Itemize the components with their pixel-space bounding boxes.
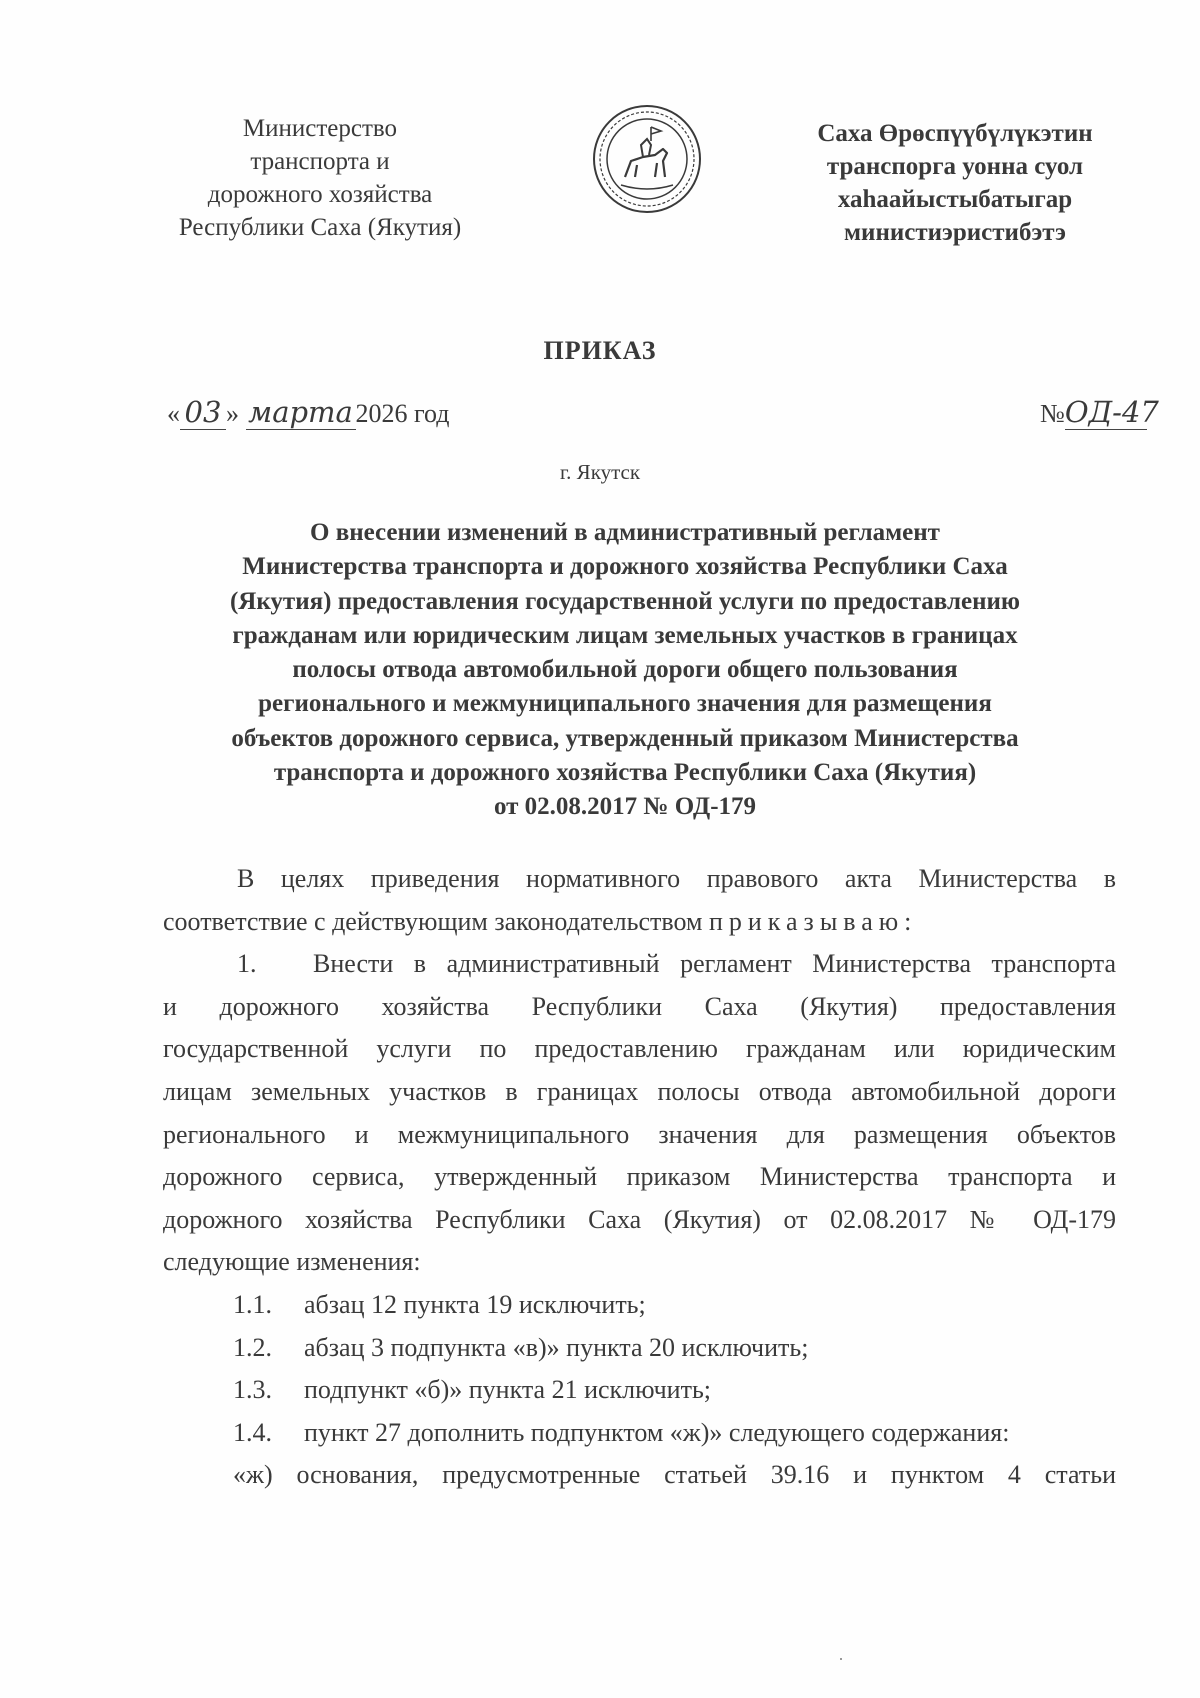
date-open-quote: « [167,399,180,428]
subject-line: О внесении изменений в административный регламент [310,519,940,546]
subitem [163,1369,1116,1412]
subitem-text: абзац 3 подпункта «в)» пункта 20 исключить; [304,1332,809,1362]
item-1-line [163,943,1116,986]
item-1-line: следующие изменения: [163,1247,421,1277]
item-number: 1. [237,949,257,979]
header-right-line: хаһаайыстыбатыгар [837,186,1073,213]
header-right-line: министиэристибэтэ [844,219,1066,246]
item-1-line: дорожного хозяйства Республики Саха (Якутия) от 02.08.2017 № ОД-179 [163,1204,1116,1234]
number-value: ОД-47 [1064,395,1159,429]
body-line: В целях приведения нормативного правового акта Министерства в [237,864,1116,893]
coat-of-arms-icon [591,103,703,215]
subject-line: от 02.08.2017 № ОД-179 [493,793,757,821]
header-left-line: дорожного хозяйства [207,181,433,208]
subitem [163,1412,1116,1455]
header-left-line: транспорта и [250,148,390,175]
header-left-line: Республики Саха (Якутия) [178,214,462,241]
subitem [163,1327,1116,1370]
item-1-line: регионального и межмуниципального значения для размещения объектов [163,1119,1116,1149]
subject-line: регионального и межмуниципального значения для размещения [258,690,992,718]
body-text: соответствие с действующим законодательством [163,906,703,936]
item-1-line: государственной услуги по предоставлению гражданам или юридическим [163,1034,1116,1064]
header-right-line: транспорга уонна суол [826,153,1084,180]
subitem [163,1284,1116,1327]
scan-speck [840,1658,842,1660]
item-1-line: и дорожного хозяйства Республики Саха (Якутия) предоставления [163,991,1116,1021]
body-line: «ж) основания, предусмотренные статьей 39.16 и пунктом 4 статьи [233,1460,1116,1490]
ministry-name-yakut [790,117,1120,249]
order-date [167,395,450,430]
order-body [163,858,1116,1497]
header-right-line: Саха Өрөспүүбүлүкэтин [817,120,1093,147]
order-number [1040,395,1159,430]
subject-line: Министерства транспорта и дорожного хозяйства Республики Саха [242,553,1008,581]
date-year: 2026 год [355,399,450,428]
date-month: марта [246,395,356,430]
item-1-line: дорожного сервиса, утвержденный приказом Министерства транспорта и [163,1162,1116,1192]
ministry-name-russian [140,112,500,244]
subitem-number: 1.4. [233,1417,272,1447]
subitem-number: 1.1. [233,1289,272,1319]
city: г. Якутск [559,460,641,484]
subject-line: (Якутия) предоставления государственной услуги по предоставлению [229,587,1021,615]
item-1-line: лицам земельных участков в границах полосы отвода автомобильной дороги [163,1076,1116,1106]
subitem-number: 1.3. [233,1375,272,1405]
subject-line: гражданам или юридическим лицам земельных участков в границах [232,621,1018,649]
subject-line: полосы отвода автомобильной дороги общего пользования [292,656,958,684]
subitem-text: подпункт «б)» пункта 21 исключить; [304,1375,712,1405]
order-subject [170,516,1080,825]
header-left-line: Министерство [242,115,398,142]
subject-line: объектов дорожного сервиса, утвержденный приказом Министерства [231,724,1019,752]
subitem-text: абзац 12 пункта 19 исключить; [304,1289,646,1319]
body-line [163,901,1116,944]
number-prefix: № [1040,399,1065,428]
document-title: ПРИКАЗ [543,336,657,365]
subitem-text: пункт 27 дополнить подпунктом «ж)» следующего содержания: [304,1417,1010,1447]
order-verb: приказываю: [708,906,918,936]
date-close-quote: » [226,399,239,428]
date-day: 03 [180,395,226,430]
subject-line: транспорта и дорожного хозяйства Республики Саха (Якутия) [273,759,977,787]
item-text: Внести в административный регламент Министерства транспорта [313,949,1116,979]
subitem-number: 1.2. [233,1332,272,1362]
